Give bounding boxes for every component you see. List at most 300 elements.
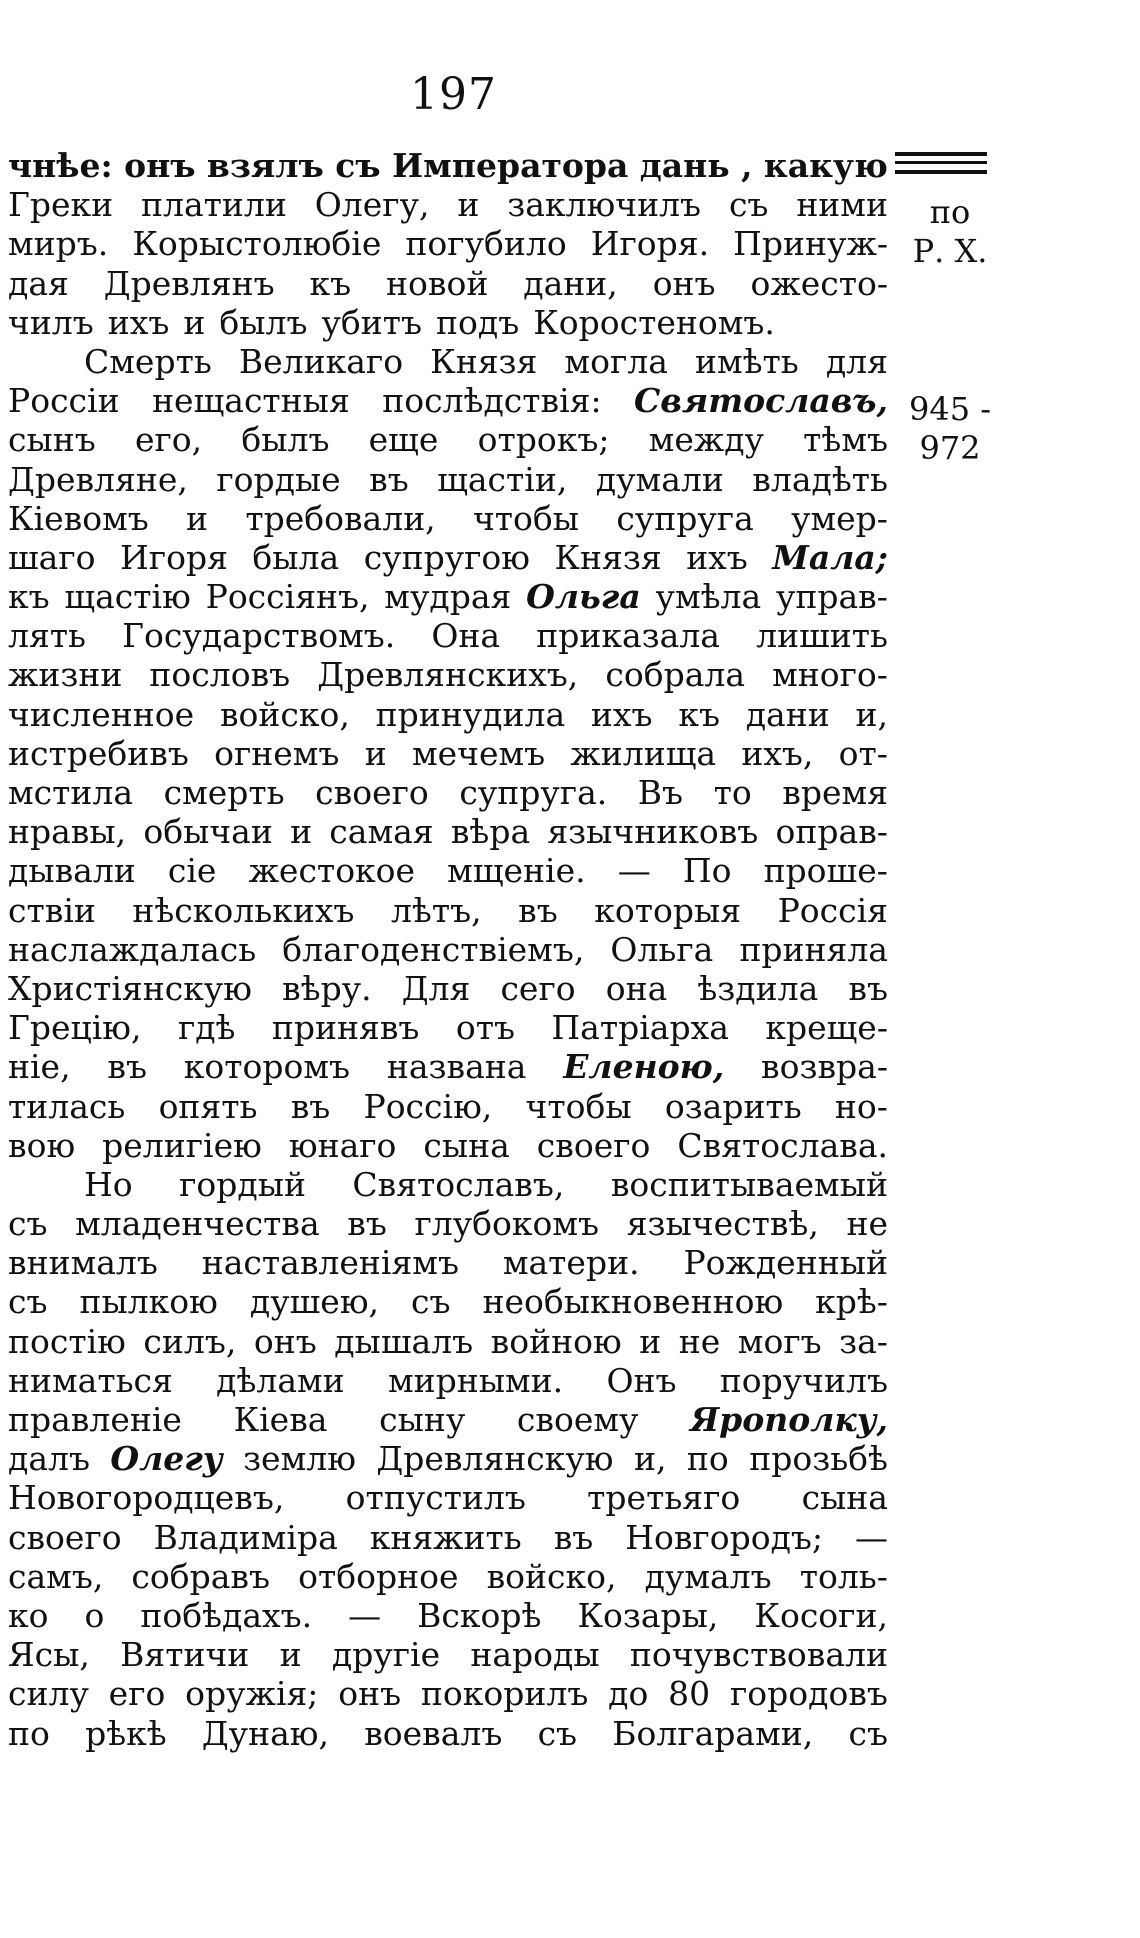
word: воевалъ	[364, 1713, 503, 1753]
text-line	[8, 1322, 888, 1361]
word: вою	[8, 1125, 76, 1165]
text-line	[8, 1087, 888, 1126]
text-line	[8, 1361, 888, 1400]
text-line	[8, 303, 888, 342]
word: которыя	[594, 890, 742, 930]
word: Владиміра	[153, 1517, 338, 1557]
word: войною	[490, 1321, 622, 1361]
word: съ	[335, 146, 381, 185]
word: глубокомъ	[414, 1204, 600, 1244]
word: сына	[801, 1478, 888, 1518]
word: платили	[141, 185, 287, 225]
word: и	[639, 1321, 662, 1361]
word: чтобы	[472, 498, 580, 538]
word: —	[854, 1517, 888, 1557]
word: о	[84, 1595, 105, 1635]
word: язычниковъ	[547, 812, 759, 852]
word: ко	[8, 1595, 49, 1635]
word: покорилъ	[420, 1674, 589, 1714]
word: Въ	[637, 773, 684, 812]
word: онъ	[652, 263, 716, 303]
word: ѣздила	[697, 968, 819, 1008]
word: Древлянъ	[103, 263, 275, 303]
word: Кіева	[233, 1400, 328, 1439]
word: но-	[834, 1086, 888, 1126]
word: далъ	[8, 1439, 90, 1479]
word: жилища	[570, 733, 717, 773]
word: Но	[84, 1164, 133, 1204]
word: побѣдахъ.	[140, 1595, 313, 1635]
word: нещастныя	[152, 381, 350, 421]
word: внималъ	[8, 1243, 158, 1283]
word: къ	[8, 577, 50, 617]
word: Греки	[8, 185, 114, 225]
word: толь-	[799, 1556, 888, 1596]
word: гордые	[216, 459, 341, 499]
word: Князя	[430, 341, 538, 381]
text-line	[8, 1674, 888, 1713]
word: ихъ,	[741, 733, 814, 773]
word: Олегу	[110, 1439, 223, 1479]
word: Святослава.	[677, 1125, 888, 1165]
word: съ	[728, 185, 769, 225]
word: тилась	[8, 1086, 126, 1126]
word: Кіевомъ	[8, 498, 149, 538]
page-number: 197	[410, 69, 497, 120]
text-line	[8, 460, 888, 499]
word: его	[108, 1674, 166, 1714]
word: собрала	[605, 655, 746, 695]
word: владѣть	[752, 459, 888, 499]
word: правленіе	[8, 1400, 182, 1439]
word: ихъ	[107, 302, 170, 342]
word: Князя	[554, 537, 662, 577]
word: какую	[763, 146, 888, 185]
word: благоденствіемъ,	[282, 929, 585, 969]
text-line	[8, 1008, 888, 1047]
word: постію	[8, 1321, 126, 1361]
text-line	[8, 1439, 888, 1478]
word: своему	[516, 1400, 639, 1439]
text-line	[8, 185, 888, 224]
word: Игоря.	[590, 224, 710, 264]
word: силу	[8, 1674, 89, 1714]
word: и	[457, 185, 480, 225]
margin-note-era-1: по	[929, 193, 971, 231]
text-line	[8, 1204, 888, 1243]
word: ниматься	[8, 1360, 173, 1400]
word: Игоря	[120, 537, 228, 577]
word: щастію	[64, 577, 191, 617]
word: время	[782, 773, 888, 812]
word: По	[682, 851, 732, 891]
word: Для	[401, 968, 471, 1008]
word: въ	[107, 1047, 147, 1087]
word: чтобы	[525, 1086, 632, 1126]
word: въ	[369, 459, 409, 499]
word: имѣть	[694, 341, 799, 381]
word: отъ	[455, 1008, 515, 1048]
word: лѣтъ,	[390, 890, 482, 930]
word: Новгородъ;	[625, 1517, 824, 1557]
word: собравъ	[131, 1556, 270, 1596]
word: его,	[134, 420, 203, 460]
word: сына	[423, 1125, 510, 1165]
text-line	[8, 812, 888, 851]
word: онъ	[124, 146, 196, 185]
text-line	[8, 891, 888, 930]
word: дани,	[523, 263, 618, 303]
word: управ-	[775, 577, 888, 617]
word: и	[364, 733, 387, 773]
word: другіе	[331, 1635, 441, 1675]
word: численное	[8, 694, 195, 734]
text-line	[8, 695, 888, 734]
text-line	[8, 577, 888, 616]
word: Патріарха	[551, 1008, 729, 1048]
word: Императора	[392, 146, 629, 185]
word: —	[348, 1595, 382, 1635]
word: могъ	[737, 1321, 822, 1361]
text-line	[8, 264, 888, 303]
word: подъ	[436, 302, 520, 342]
word: Рожденный	[683, 1243, 888, 1283]
word: своего	[8, 1517, 122, 1557]
word: гдѣ	[177, 1008, 236, 1048]
word: въ	[518, 890, 558, 930]
word: для	[825, 341, 888, 381]
word: младенчества	[75, 1204, 320, 1244]
word: и	[183, 302, 206, 342]
word: новой	[386, 263, 489, 303]
text-line	[8, 1126, 888, 1165]
word: третьяго	[587, 1478, 741, 1518]
text-line	[8, 1243, 888, 1282]
word: дани	[745, 694, 830, 734]
text-line	[8, 969, 888, 1008]
word: ними	[796, 185, 888, 225]
word: озарить	[664, 1086, 802, 1126]
word: убитъ	[321, 302, 423, 342]
word: землю	[243, 1439, 356, 1479]
word: язычествѣ,	[626, 1204, 819, 1244]
word: воспитываемый	[610, 1164, 888, 1204]
text-line	[8, 1047, 888, 1086]
text-line	[8, 146, 888, 185]
word: за-	[839, 1321, 888, 1361]
word: сынъ	[8, 420, 96, 460]
word: дая	[8, 263, 69, 303]
word: Ярополку,	[690, 1400, 888, 1439]
word: войско,	[219, 694, 350, 734]
word: мудрая	[384, 577, 512, 617]
word: умер-	[791, 498, 888, 538]
word: —	[617, 851, 651, 891]
word: от-	[838, 733, 888, 773]
text-line	[8, 655, 888, 694]
word: княжить	[369, 1517, 522, 1557]
word: самая	[329, 812, 434, 852]
text-line	[8, 1714, 888, 1753]
word: до	[608, 1674, 649, 1714]
text-line	[8, 773, 888, 812]
word: мечемъ	[411, 733, 546, 773]
word: Вятичи	[120, 1635, 250, 1675]
word: къ	[309, 263, 352, 303]
word: крѣ-	[815, 1282, 888, 1322]
word: Еленою,	[563, 1047, 725, 1087]
word: проше-	[763, 851, 888, 891]
word: Козары,	[577, 1595, 719, 1635]
word: Коростеномъ.	[533, 302, 775, 342]
word: мирными.	[387, 1360, 564, 1400]
word: съ	[411, 1282, 451, 1322]
word: и,	[855, 694, 888, 734]
word: въ	[553, 1517, 594, 1557]
word: Святославъ,	[634, 381, 888, 421]
word: 80	[668, 1674, 711, 1714]
word: Древлянскую	[376, 1439, 614, 1479]
word: матери.	[502, 1243, 640, 1283]
text-line	[8, 851, 888, 890]
word: жестокое	[248, 851, 416, 891]
word: въ	[290, 1086, 331, 1126]
word: опять	[158, 1086, 258, 1126]
text-line	[8, 1635, 888, 1674]
word: истребивъ	[8, 733, 189, 773]
word: рѣкѣ	[85, 1713, 167, 1753]
word: ихъ	[686, 537, 748, 577]
word: шаго	[8, 537, 96, 577]
word: не	[678, 1321, 721, 1361]
word: сіе	[167, 851, 217, 891]
text-line	[8, 1478, 888, 1517]
margin-note-year-2: 972	[919, 429, 981, 467]
word: и	[279, 1635, 302, 1675]
word: нравы,	[8, 812, 127, 852]
body-text	[8, 146, 888, 1753]
word: поручилъ	[719, 1360, 888, 1400]
word: силъ,	[143, 1321, 237, 1361]
margin-note-year-1: 945 -	[908, 390, 992, 428]
word: войско,	[486, 1556, 617, 1596]
word: обычаи	[143, 812, 273, 852]
text-line	[8, 499, 888, 538]
word: былъ	[241, 420, 330, 460]
word: она	[605, 968, 668, 1008]
word: щастіи,	[437, 459, 568, 499]
word: Святославъ,	[352, 1164, 565, 1204]
word: смерть	[163, 773, 285, 812]
word: креще-	[765, 1008, 888, 1048]
word: не	[846, 1204, 888, 1244]
word: Дунаю,	[201, 1713, 329, 1753]
word: гордый	[179, 1164, 306, 1204]
word: Великаго	[238, 341, 404, 381]
word: супругою	[363, 537, 531, 577]
word: Древляне,	[8, 459, 188, 499]
word: религіею	[102, 1125, 262, 1165]
word: огнемъ	[214, 733, 340, 773]
text-line	[8, 616, 888, 655]
word: сыну	[379, 1400, 466, 1439]
word: дѣлами	[216, 1360, 345, 1400]
word: погубило	[405, 224, 567, 264]
word: сего	[500, 968, 576, 1008]
text-line	[8, 1400, 888, 1439]
word: чилъ	[8, 302, 94, 342]
word: супруга.	[459, 773, 608, 812]
word: онъ	[253, 1321, 317, 1361]
word: городовъ	[729, 1674, 888, 1714]
word: между	[648, 420, 764, 460]
word: Россіи	[8, 381, 120, 421]
word: Смерть	[84, 341, 212, 381]
word: Христіянскую	[8, 968, 252, 1008]
word: дышалъ	[334, 1321, 474, 1361]
word: съ	[8, 1282, 48, 1322]
word: дань	[639, 146, 730, 185]
word: Россіянъ,	[205, 577, 370, 617]
word: принудила	[375, 694, 566, 734]
word: и	[186, 498, 209, 538]
word: лять	[8, 616, 87, 656]
word: Она	[431, 616, 501, 656]
word: ніе,	[8, 1047, 71, 1087]
word: и,	[633, 1439, 667, 1479]
word: лишить	[756, 616, 888, 656]
word: Олегу,	[314, 185, 430, 225]
word: оправ-	[775, 812, 888, 852]
word: Онъ	[606, 1360, 677, 1400]
word: былъ	[219, 302, 308, 342]
word: Древлянскихъ,	[317, 655, 579, 695]
word: по	[686, 1439, 729, 1479]
word: Ясы,	[8, 1635, 90, 1675]
word: приняла	[739, 929, 888, 969]
text-line	[8, 538, 888, 577]
word: въ	[347, 1204, 387, 1244]
word: принявъ	[271, 1008, 420, 1048]
margin-note-era-2: Р. Х.	[912, 232, 988, 270]
word: то	[713, 773, 752, 812]
word: Принуж-	[733, 224, 888, 264]
word: народы	[470, 1635, 600, 1675]
margin-double-rule	[895, 152, 987, 174]
word: съ	[8, 1204, 48, 1244]
word: отпустилъ	[345, 1478, 526, 1518]
word: отрокъ;	[477, 420, 610, 460]
word: почувствовали	[629, 1635, 888, 1675]
word: юнаго	[288, 1125, 397, 1165]
word: Ольга	[610, 929, 714, 969]
word: Вскорѣ	[417, 1595, 542, 1635]
word: думали	[595, 459, 724, 499]
word: чнѣе:	[8, 146, 113, 185]
word: Косоги,	[754, 1595, 888, 1635]
word: пословъ	[149, 655, 291, 695]
word: жизни	[8, 655, 123, 695]
word: Государствомъ.	[122, 616, 396, 656]
word: Россія	[777, 890, 888, 930]
word: много-	[772, 655, 888, 695]
word: отборное	[298, 1556, 459, 1596]
word: дывали	[8, 851, 136, 891]
word: необыкновенною	[482, 1282, 784, 1322]
word: съ	[537, 1713, 578, 1753]
text-line	[8, 1282, 888, 1321]
word: съ	[848, 1713, 888, 1753]
word: тѣмъ	[803, 420, 888, 460]
text-line	[8, 420, 888, 459]
word: Ольга	[526, 577, 641, 617]
word: могла	[564, 341, 668, 381]
word: вѣра	[450, 812, 531, 852]
word: самъ,	[8, 1556, 104, 1596]
word: миръ.	[8, 224, 109, 264]
word: возвра-	[761, 1047, 888, 1087]
text-line	[8, 1596, 888, 1635]
word: еще	[368, 420, 439, 460]
word: супруга	[616, 498, 754, 538]
text-line	[8, 342, 888, 381]
word: къ	[678, 694, 720, 734]
word: и	[290, 812, 313, 852]
word: мщеніе.	[447, 851, 586, 891]
word: Грецію,	[8, 1008, 142, 1048]
word: Новогородцевъ,	[8, 1478, 285, 1518]
word: онъ	[338, 1674, 402, 1714]
text-line	[8, 930, 888, 969]
word: нѣсколькихъ	[132, 890, 355, 930]
text-line	[8, 1165, 888, 1204]
text-line	[8, 734, 888, 773]
word: своего	[315, 773, 429, 812]
word: Корыстолюбіе	[132, 224, 382, 264]
word: ожесто-	[750, 263, 888, 303]
word: мстила	[8, 773, 134, 812]
word: думалъ	[644, 1556, 772, 1596]
word: Мала;	[772, 537, 888, 577]
word: заключилъ	[507, 185, 702, 225]
word: была	[252, 537, 340, 577]
word: ,	[741, 146, 753, 185]
word: наставленіямъ	[201, 1243, 459, 1283]
word: названа	[386, 1047, 527, 1087]
word: требовали,	[245, 498, 436, 538]
word: своего	[536, 1125, 651, 1165]
text-line	[8, 224, 888, 263]
word: приказала	[536, 616, 720, 656]
word: наслаждалась	[8, 929, 257, 969]
word: по	[8, 1713, 50, 1753]
word: которомъ	[183, 1047, 351, 1087]
text-line	[8, 381, 888, 420]
word: прозьбѣ	[749, 1439, 888, 1479]
word: послѣдствія:	[382, 381, 602, 421]
word: Болгарами,	[612, 1713, 814, 1753]
word: ствіи	[8, 890, 96, 930]
word: оружія;	[185, 1674, 319, 1714]
text-line	[8, 1518, 888, 1557]
text-line	[8, 1557, 888, 1596]
word: Россію,	[363, 1086, 493, 1126]
word: душею,	[249, 1282, 380, 1322]
word: въ	[848, 968, 888, 1008]
word: ихъ	[590, 694, 653, 734]
word: вѣру.	[282, 968, 372, 1008]
word: пылкою	[79, 1282, 218, 1322]
